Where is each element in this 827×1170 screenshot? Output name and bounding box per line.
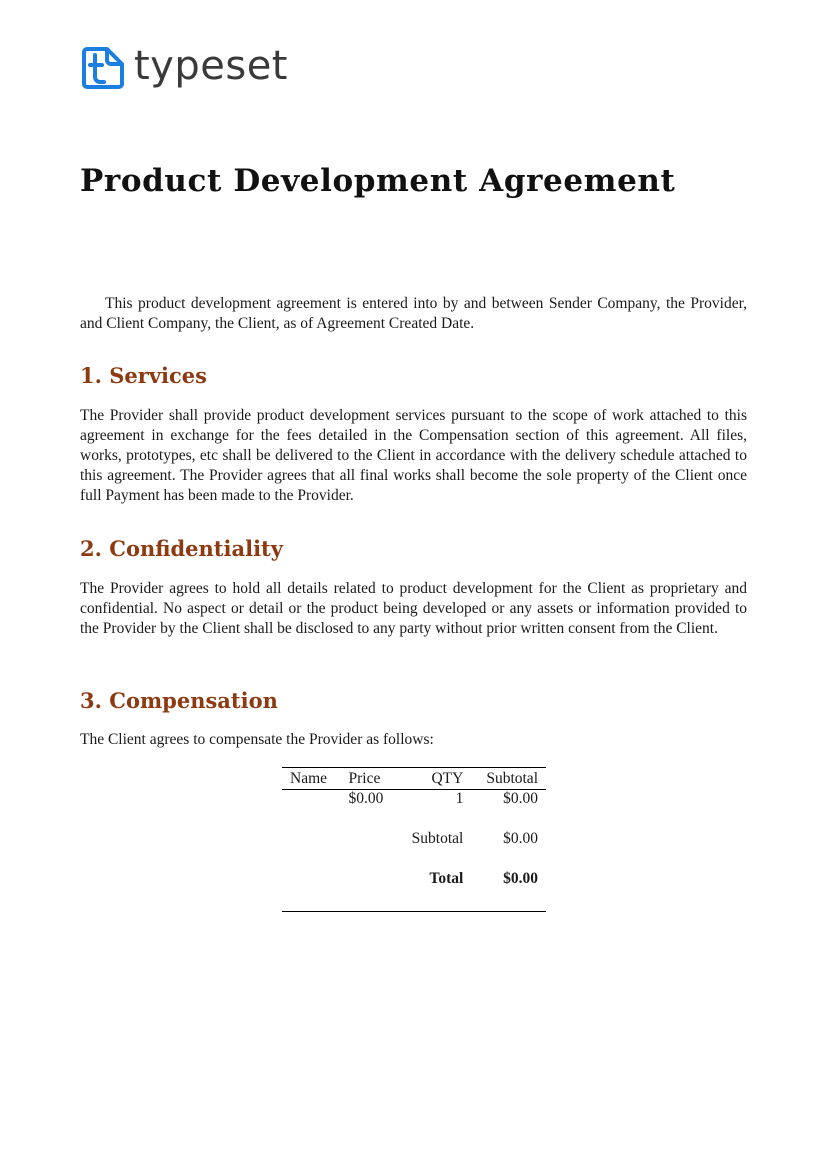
column-header-price: Price — [341, 768, 397, 790]
column-header-name: Name — [282, 768, 341, 790]
cell-price: $0.00 — [348, 790, 384, 807]
compensation-table — [282, 767, 546, 912]
subtotal-label: Subtotal — [411, 830, 464, 847]
section-heading-confidentiality: 2. Confidentiality — [80, 536, 283, 561]
typeset-logo-icon — [80, 45, 126, 91]
intro-paragraph: This product development agreement is entered into by and between Sender Company, the Provider, and Client Company, the Client, as of Agreement Created Date. — [80, 295, 747, 332]
section-heading-services: 1. Services — [80, 363, 207, 388]
cell-qty: 1 — [455, 790, 464, 807]
table-row — [282, 790, 546, 811]
table-spacer — [282, 850, 546, 870]
cell-name — [282, 790, 341, 811]
column-header-subtotal: Subtotal — [471, 768, 546, 790]
table-end-rule — [282, 890, 546, 912]
section-body-confidentiality: The Provider agrees to hold all details related to product development for the Client as proprietary and confidential. No aspect or detail or the product being developed or any assets or information provided to the Provider by the Client shall be disclosed to any party without prior written consent from the Client. — [80, 580, 747, 637]
logo-wordmark: typeset — [134, 43, 288, 89]
subtotal-row — [282, 830, 546, 850]
table-header-row — [282, 768, 546, 790]
total-label: Total — [429, 870, 464, 887]
table-spacer — [282, 810, 546, 830]
section-body-compensation: The Client agrees to compensate the Provider as follows: — [80, 731, 434, 748]
subtotal-value: $0.00 — [503, 830, 538, 847]
total-value: $0.00 — [503, 870, 538, 887]
total-row — [282, 870, 546, 890]
section-heading-compensation: 3. Compensation — [80, 688, 278, 713]
section-body-services: The Provider shall provide product development services pursuant to the scope of work attached to this agreement in exchange for the fees detailed in the Compensation section of this agreement. All files, works, prototypes, etc shall be delivered to the Client in accordance with the delivery schedule attached to this agreement. The Provider agrees that all final works shall become the sole property of the Client once full Payment has been made to the Provider. — [80, 407, 747, 504]
cell-subtotal: $0.00 — [503, 790, 538, 807]
column-header-qty: QTY — [397, 768, 472, 790]
document-title: Product Development Agreement — [80, 163, 676, 199]
brand-logo — [80, 40, 288, 96]
